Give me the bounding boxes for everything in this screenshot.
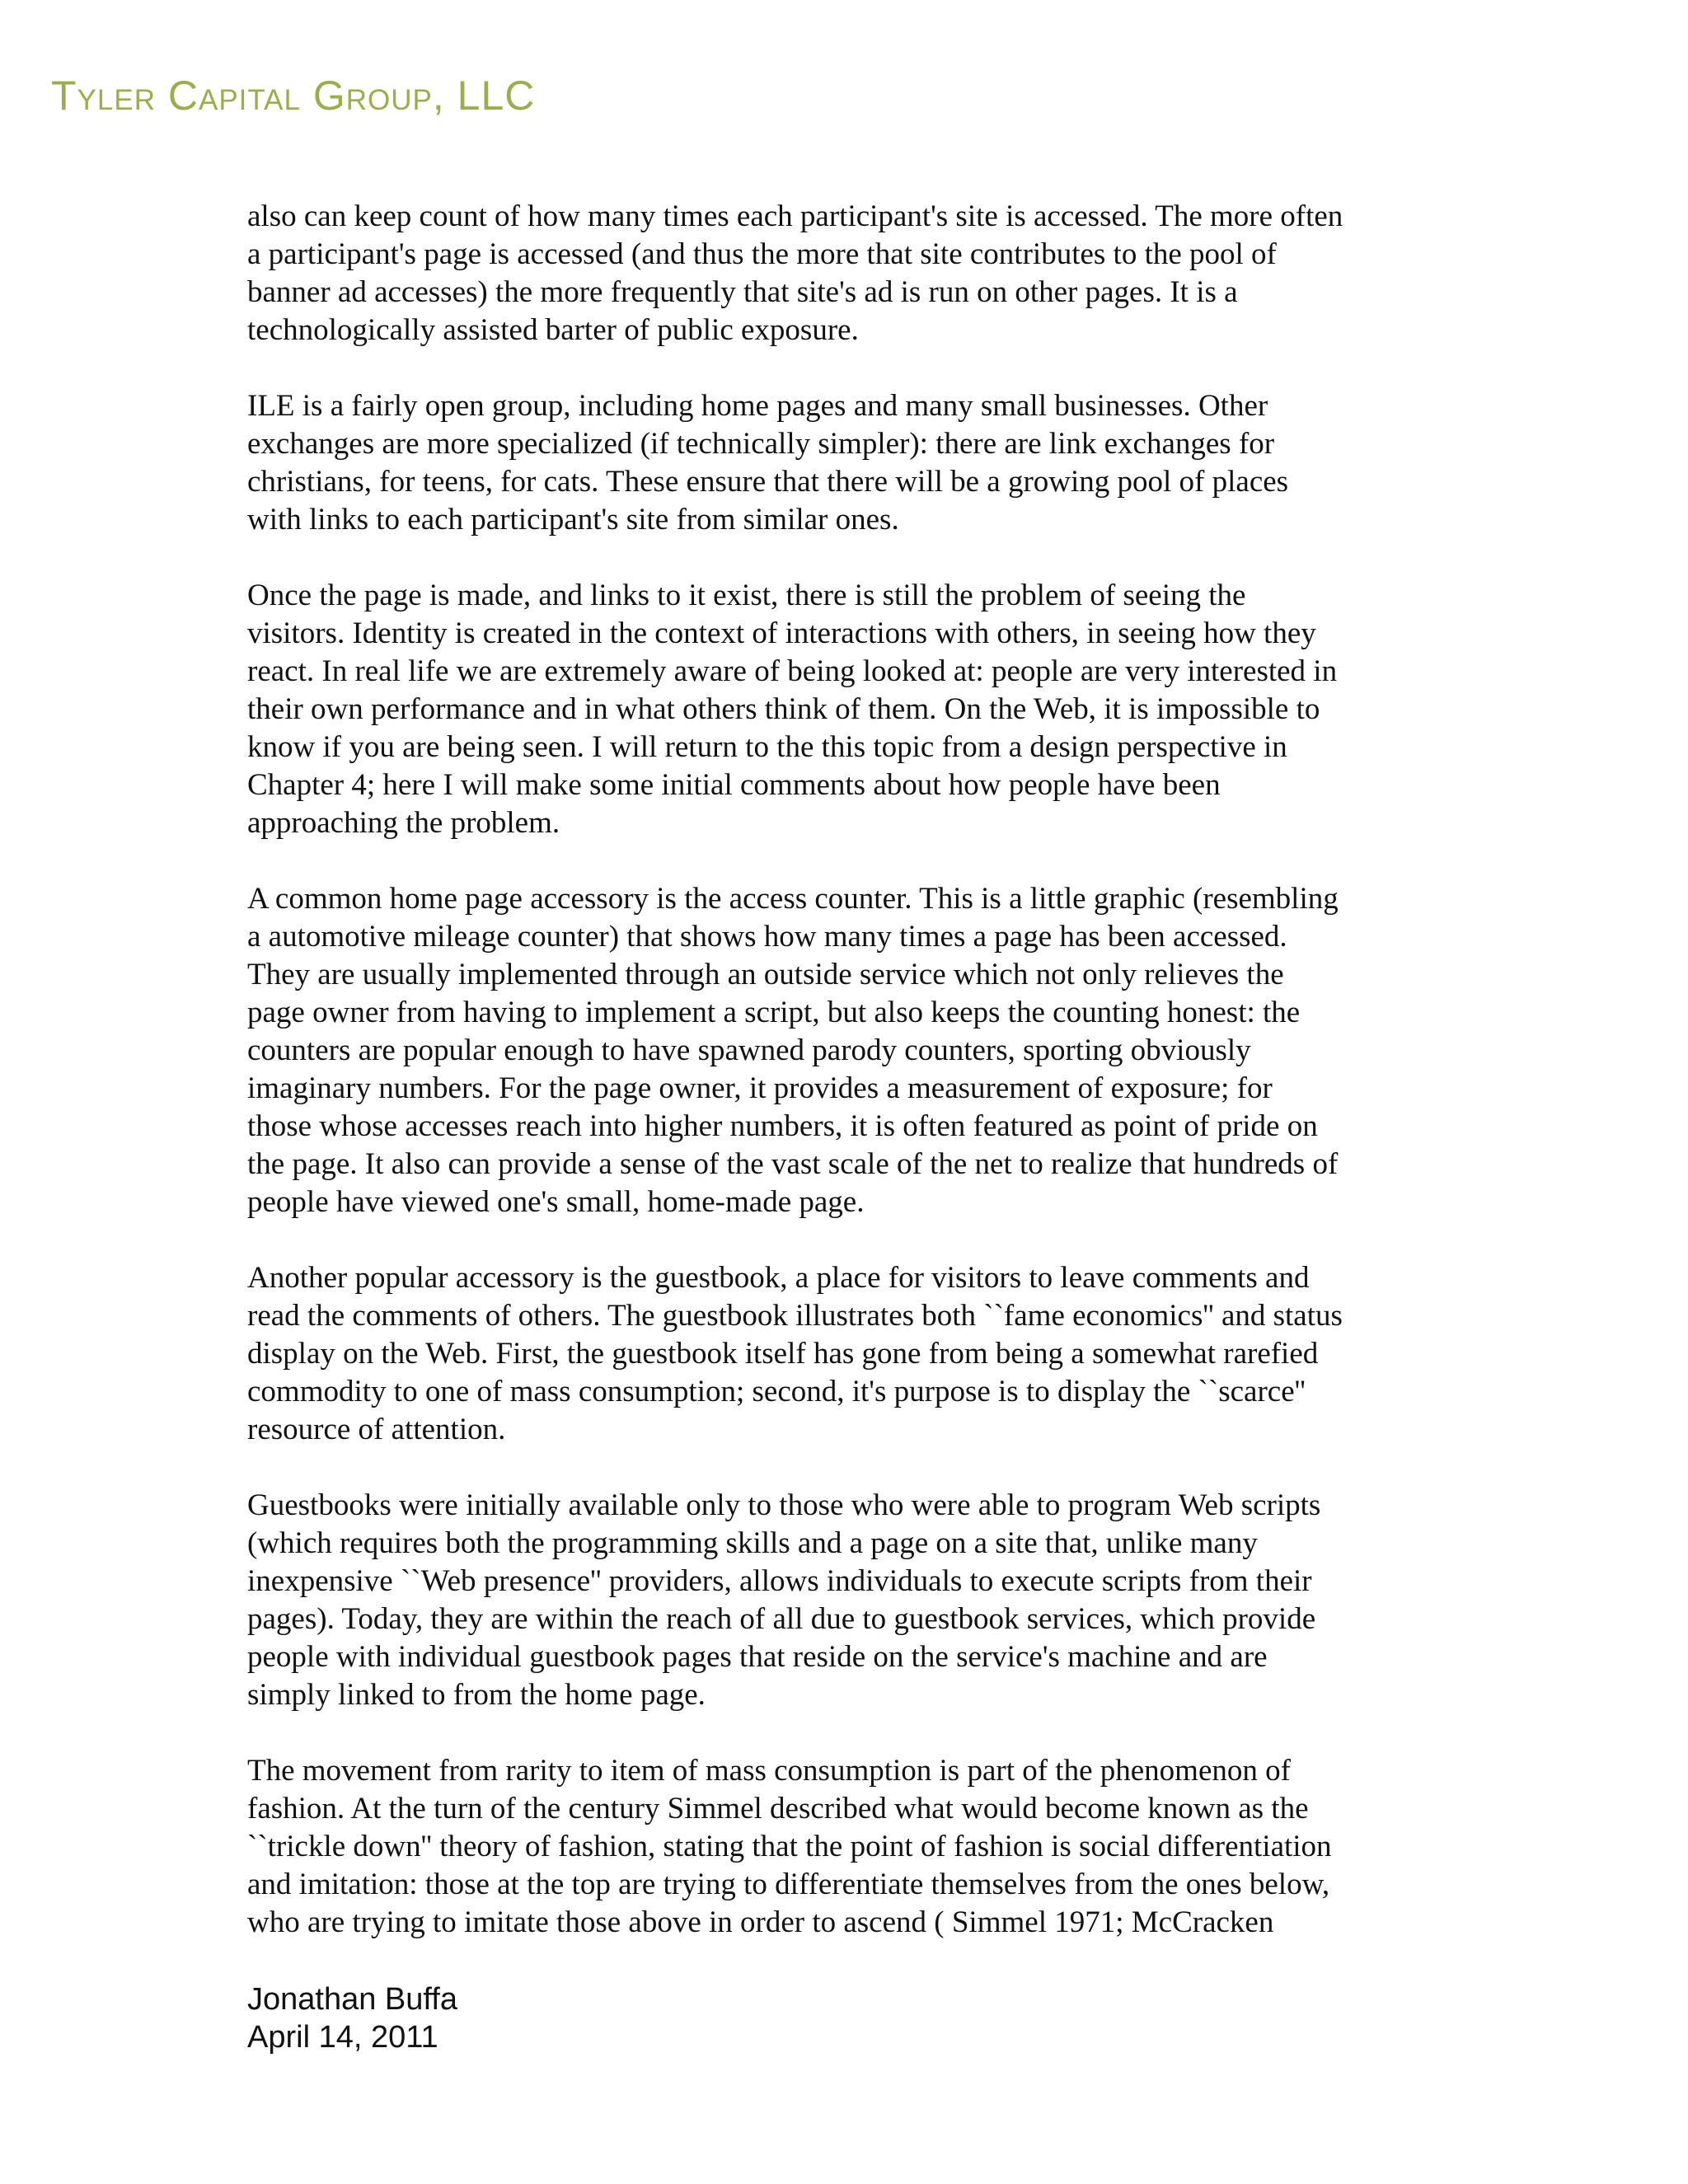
text-line: display on the Web. First, the guestbook itself has gone from being a somewhat rarefied bbox=[247, 1337, 1319, 1371]
text-line: people with individual guestbook pages that reside on the service's machine and are bbox=[247, 1640, 1268, 1674]
text-line: approaching the problem. bbox=[247, 806, 560, 840]
text-line: A common home page accessory is the access counter. This is a little graphic (resembling bbox=[247, 882, 1339, 916]
text-line: and imitation: those at the top are trying to differentiate themselves from the ones below, bbox=[247, 1868, 1330, 1901]
text-line: ILE is a fairly open group, including home pages and many small businesses. Other bbox=[247, 389, 1268, 423]
text-line: react. In real life we are extremely aware of being looked at: people are very interested in bbox=[247, 654, 1338, 688]
signature-block bbox=[247, 1980, 457, 2056]
text-line: Another popular accessory is the guestbook, a place for visitors to leave comments and bbox=[247, 1261, 1310, 1295]
text-line: read the comments of others. The guestbook illustrates both ``fame economics'' and status bbox=[247, 1299, 1343, 1333]
text-line: also can keep count of how many times each participant's site is accessed. The more often bbox=[247, 199, 1343, 233]
text-line: Once the page is made, and links to it exist, there is still the problem of seeing the bbox=[247, 579, 1246, 612]
paragraph bbox=[247, 1259, 1459, 1449]
text-line: with links to each participant's site from similar ones. bbox=[247, 503, 899, 537]
text-line: Guestbooks were initially available only to those who were able to program Web scripts bbox=[247, 1488, 1321, 1522]
document-body bbox=[247, 198, 1459, 1942]
text-line: Chapter 4; here I will make some initial comments about how people have been bbox=[247, 768, 1221, 802]
text-line: a participant's page is accessed (and thus the more that site contributes to the pool of bbox=[247, 237, 1277, 271]
paragraph bbox=[247, 198, 1459, 349]
text-line: counters are popular enough to have spawned parody counters, sporting obviously bbox=[247, 1033, 1251, 1067]
text-line: imaginary numbers. For the page owner, it provides a measurement of exposure; for bbox=[247, 1071, 1273, 1105]
paragraph bbox=[247, 387, 1459, 539]
text-line: their own performance and in what others think of them. On the Web, it is impossible to bbox=[247, 692, 1320, 726]
paragraph bbox=[247, 1487, 1459, 1714]
text-line: christians, for teens, for cats. These ensure that there will be a growing pool of places bbox=[247, 465, 1289, 499]
paragraph bbox=[247, 1752, 1459, 1942]
text-line: fashion. At the turn of the century Simmel described what would become known as the bbox=[247, 1792, 1309, 1825]
text-line: ``trickle down'' theory of fashion, stating that the point of fashion is social differentiation bbox=[247, 1830, 1332, 1863]
text-line: commodity to one of mass consumption; second, it's purpose is to display the ``scarce'' bbox=[247, 1375, 1306, 1408]
text-line: visitors. Identity is created in the context of interactions with others, in seeing how they bbox=[247, 616, 1316, 650]
text-line: They are usually implemented through an outside service which not only relieves the bbox=[247, 958, 1284, 991]
document-date: April 14, 2011 bbox=[247, 2020, 438, 2055]
text-line: exchanges are more specialized (if technically simpler): there are link exchanges for bbox=[247, 427, 1275, 461]
paragraph bbox=[247, 577, 1459, 842]
paragraph bbox=[247, 880, 1459, 1221]
text-line: banner ad accesses) the more frequently that site's ad is run on other pages. It is a bbox=[247, 275, 1238, 309]
text-line: pages). Today, they are within the reach of all due to guestbook services, which provide bbox=[247, 1602, 1316, 1636]
author-name: Jonathan Buffa bbox=[247, 1982, 457, 2017]
text-line: who are trying to imitate those above in order to ascend ( Simmel 1971; McCracken bbox=[247, 1905, 1274, 1939]
text-line: the page. It also can provide a sense of the vast scale of the net to realize that hundreds of bbox=[247, 1147, 1339, 1181]
company-header: Tyler Capital Group, LLC bbox=[51, 73, 536, 119]
text-line: know if you are being seen. I will return to the this topic from a design perspective in bbox=[247, 730, 1287, 764]
text-line: page owner from having to implement a script, but also keeps the counting honest: the bbox=[247, 996, 1301, 1029]
text-line: (which requires both the programming skills and a page on a site that, unlike many bbox=[247, 1526, 1258, 1560]
text-line: The movement from rarity to item of mass consumption is part of the phenomenon of bbox=[247, 1754, 1291, 1788]
text-line: simply linked to from the home page. bbox=[247, 1678, 706, 1712]
text-line: those whose accesses reach into higher numbers, it is often featured as point of pride on bbox=[247, 1109, 1318, 1143]
text-line: a automotive mileage counter) that shows how many times a page has been accessed. bbox=[247, 920, 1287, 954]
text-line: inexpensive ``Web presence'' providers, allows individuals to execute scripts from their bbox=[247, 1564, 1312, 1598]
text-line: technologically assisted barter of public exposure. bbox=[247, 313, 859, 347]
text-line: resource of attention. bbox=[247, 1413, 506, 1446]
text-line: people have viewed one's small, home-made page. bbox=[247, 1185, 865, 1219]
